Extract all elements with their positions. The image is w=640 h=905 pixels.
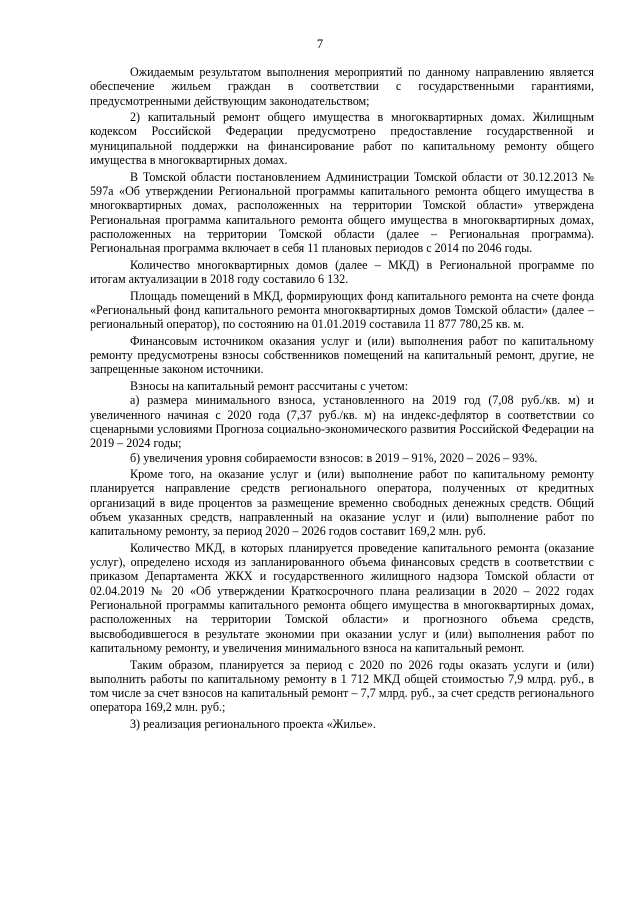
paragraph-item-a: а) размера минимального взноса, установленного на 2019 год (7,08 руб./кв. м) и увеличенного начиная с 2020 года (7,37 руб./кв. м) на индекс-дефлятор в соответствии со сценарными условиями Прогноза социально-экономического развития Российской Федерации на 2019 – 2024 годы; — [90, 393, 594, 451]
document-body — [90, 65, 594, 734]
paragraph-expected-result: Ожидаемым результатом выполнения мероприятий по данному направлению является обеспечение жильем граждан в соответствии с государственными гарантиями, предусмотренными действующим законодательством; — [90, 65, 594, 108]
paragraph-mkd-planning: Количество МКД, в которых планируется проведение капитального ремонта (оказание услуг), определено исходя из запланированного объема финансовых средств в соответствии с приказом Департамента ЖКХ и государственного жилищного надзора Томской области от 02.04.2019 № 20 «Об утверждении Краткосрочного плана реализации в 2020 – 2022 годах Региональной программы капитального ремонта общего имущества в многоквартирных домах, расположенных на территории Томской области» и прогнозного объема средств, высвободившегося в результате экономии при оказании услуг и (или) выполнения работ по капитальному ремонту, и увеличения минимального взноса на капитальный ремонт. — [90, 540, 594, 655]
paragraph-housing-project: 3) реализация регионального проекта «Жилье». — [130, 717, 376, 732]
paragraph-regional-program: В Томской области постановлением Администрации Томской области от 30.12.2013 № 597а «Об утверждении Региональной программы капитального ремонта общего имущества в многоквартирных домах, расположенных на территории Томской области» утверждена Региональная программа капитального ремонта общего имущества в многоквартирных домах, расположенных на территории Томской области (далее – Региональная программа). Региональная программа включает в себя 11 плановых периодов с 2014 по 2046 годы. — [90, 169, 594, 256]
paragraph-capital-repair: 2) капитальный ремонт общего имущества в многоквартирных домах. Жилищным кодексом Российской Федерации предусмотрено предоставление государственной и муниципальной поддержки на финансирование работ по капитальному ремонту общего имущества в многоквартирных домах. — [90, 110, 594, 168]
paragraph-contributions-intro: Взносы на капитальный ремонт рассчитаны с учетом: — [130, 379, 409, 394]
paragraph-mkd-count: Количество многоквартирных домов (далее – МКД) в Региональной программе по итогам актуализации в 2018 году составило 6 132. — [90, 257, 594, 287]
paragraph-item-b: б) увеличения уровня собираемости взносов: в 2019 – 91%, 2020 – 2026 – 93%. — [130, 450, 538, 465]
paragraph-summary: Таким образом, планируется за период с 2020 по 2026 годы оказать услуги и (или) выполнить работы по капитальному ремонту в 1 712 МКД общей стоимостью 7,9 млрд. руб., в том числе за счет взносов на капитальный ремонт – 7,7 млрд. руб., за счет средств регионального оператора 169,2 млн. руб.; — [90, 657, 594, 715]
page-number: 7 — [316, 37, 324, 51]
paragraph-funding-source: Финансовым источником оказания услуг и (или) выполнения работ по капитальному ремонту предусмотрены взносы собственников помещений на капитальный ремонт, другие, не запрещенные законом источники. — [90, 333, 594, 377]
paragraph-operator-funds: Кроме того, на оказание услуг и (или) выполнение работ по капитальному ремонту планируется направление средств регионального оператора, полученных от кредитных организаций в виде процентов за размещение временно свободных денежных средств. Общий объем указанных средств, направленный на оказание услуг и (или) выполнение работ по капитальному ремонту, за период 2020 – 2026 годов составит 169,2 млн. руб. — [90, 467, 594, 539]
paragraph-premises-area: Площадь помещений в МКД, формирующих фонд капитального ремонта на счете фонда «Региональный фонд капитального ремонта многоквартирных домов Томской области» (далее – региональный оператор), по состоянию на 01.01.2019 составила 11 877 780,25 кв. м. — [90, 288, 594, 332]
